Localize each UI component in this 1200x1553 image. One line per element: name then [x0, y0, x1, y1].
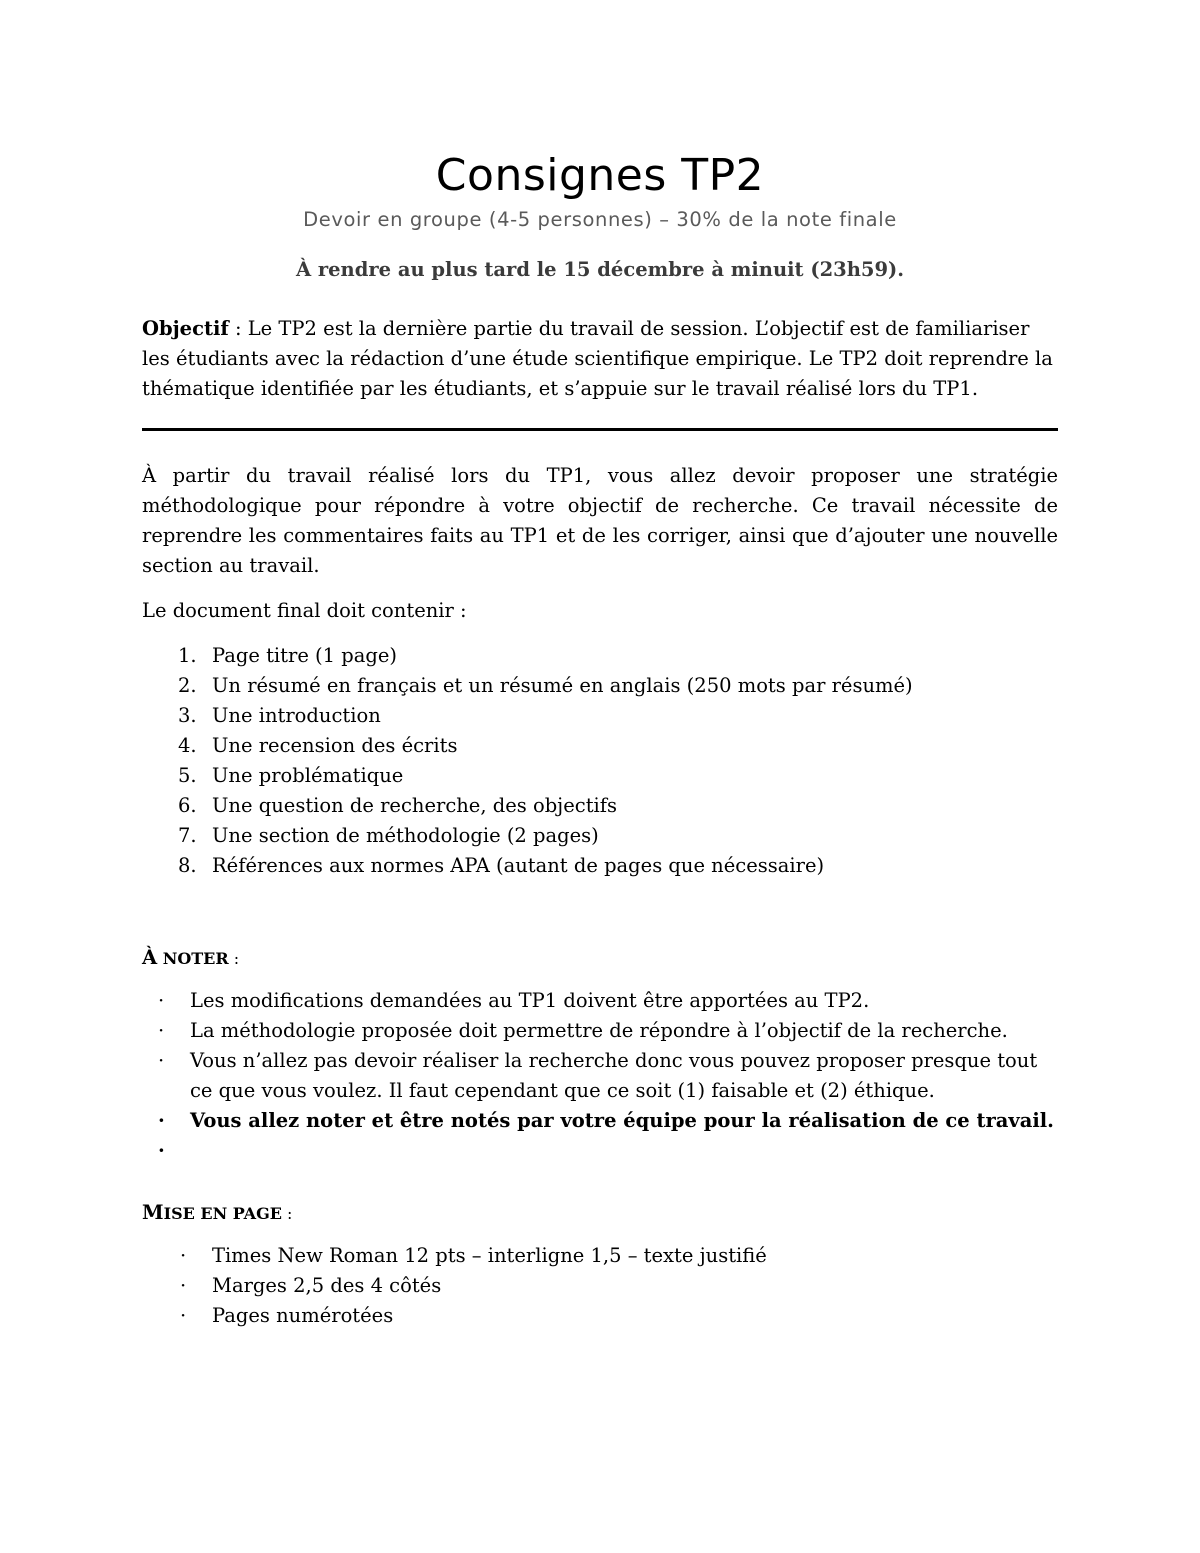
list-item-text: Références aux normes APA (autant de pages que nécessaire) — [212, 854, 825, 877]
list-item-text: Une recension des écrits — [212, 734, 458, 757]
list-item — [142, 1046, 1058, 1106]
list-item-text: Vous n’allez pas devoir réaliser la recherche donc vous pouvez proposer presque tout ce que vous voulez. Il faut cependant que ce soit (1) faisable et (2) éthique. — [190, 1049, 1038, 1102]
list-item-text: Page titre (1 page) — [212, 644, 398, 667]
list-item — [142, 761, 1058, 791]
list-item — [142, 731, 1058, 761]
layout-heading: MISE EN PAGE : — [142, 1201, 293, 1224]
list-item — [142, 1301, 1058, 1331]
list-item — [142, 986, 1058, 1016]
list-number: 5. — [178, 764, 197, 787]
list-item — [142, 851, 1058, 881]
list-item — [142, 821, 1058, 851]
list-item-text: Une question de recherche, des objectifs — [212, 794, 617, 817]
list-item — [142, 791, 1058, 821]
list-number: 7. — [178, 824, 197, 847]
list-item-text: Les modifications demandées au TP1 doivent être apportées au TP2. — [190, 989, 870, 1012]
list-item-text: La méthodologie proposée doit permettre de répondre à l’objectif de la recherche. — [190, 1019, 1008, 1042]
list-item-text: Une section de méthodologie (2 pages) — [212, 824, 599, 847]
objective-label: Objectif — [142, 317, 229, 340]
document-title: Consignes TP2 — [435, 150, 765, 201]
list-number: 3. — [178, 704, 197, 727]
bullet-icon: · — [158, 989, 165, 1012]
list-item-text: Vous allez noter et être notés par votre équipe pour la réalisation de ce travail. — [190, 1109, 1054, 1132]
list-item — [142, 1016, 1058, 1046]
notes-list — [142, 986, 1058, 1166]
list-item — [142, 1241, 1058, 1271]
list-item — [142, 641, 1058, 671]
list-number: 6. — [178, 794, 197, 817]
intro-paragraph: À partir du travail réalisé lors du TP1, vous allez devoir proposer une stratégie méthodologique pour répondre à votre objectif de recherche. Ce travail nécessite de reprendre les commentaires faits au TP1 et de les corriger, ainsi que d’ajouter une nouvelle section au travail. — [142, 464, 1058, 577]
objective-text: : Le TP2 est la dernière partie du travail de session. L’objectif est de familiariser les étudiants avec la rédaction d’une étude scientifique empirique. Le TP2 doit reprendre la thématique identifiée par les étudiants, et s’appuie sur le travail réalisé lors du TP1. — [142, 317, 1053, 400]
objective-paragraph — [142, 314, 1058, 404]
list-item — [142, 671, 1058, 701]
contents-list — [142, 641, 1058, 881]
list-item — [142, 701, 1058, 731]
list-number: 8. — [178, 854, 197, 877]
list-item-text: Un résumé en français et un résumé en anglais (250 mots par résumé) — [212, 674, 913, 697]
list-item-empty — [142, 1136, 1058, 1166]
bullet-icon: · — [158, 1049, 165, 1072]
bullet-icon: · — [180, 1244, 187, 1267]
bullet-icon: · — [158, 1109, 165, 1132]
list-item-text: Times New Roman 12 pts – interligne 1,5 – texte justifié — [212, 1244, 767, 1267]
bullet-icon: · — [180, 1274, 187, 1297]
deadline-notice: À rendre au plus tard le 15 décembre à minuit (23h59). — [295, 258, 905, 281]
list-item-text: Pages numérotées — [212, 1304, 394, 1327]
notes-heading: À NOTER : — [142, 946, 240, 969]
list-item — [142, 1271, 1058, 1301]
layout-list — [142, 1241, 1058, 1331]
list-item-text: Une problématique — [212, 764, 404, 787]
bullet-icon: · — [158, 1139, 165, 1162]
list-item — [142, 1106, 1058, 1136]
horizontal-divider — [142, 428, 1058, 431]
list-item-text: Une introduction — [212, 704, 381, 727]
document-subtitle: Devoir en groupe (4-5 personnes) – 30% de la note finale — [303, 208, 897, 231]
list-number: 4. — [178, 734, 197, 757]
list-number: 2. — [178, 674, 197, 697]
list-number: 1. — [178, 644, 197, 667]
bullet-icon: · — [158, 1019, 165, 1042]
bullet-icon: · — [180, 1304, 187, 1327]
contents-lead: Le document final doit contenir : — [142, 599, 467, 622]
list-item-text: Marges 2,5 des 4 côtés — [212, 1274, 442, 1297]
